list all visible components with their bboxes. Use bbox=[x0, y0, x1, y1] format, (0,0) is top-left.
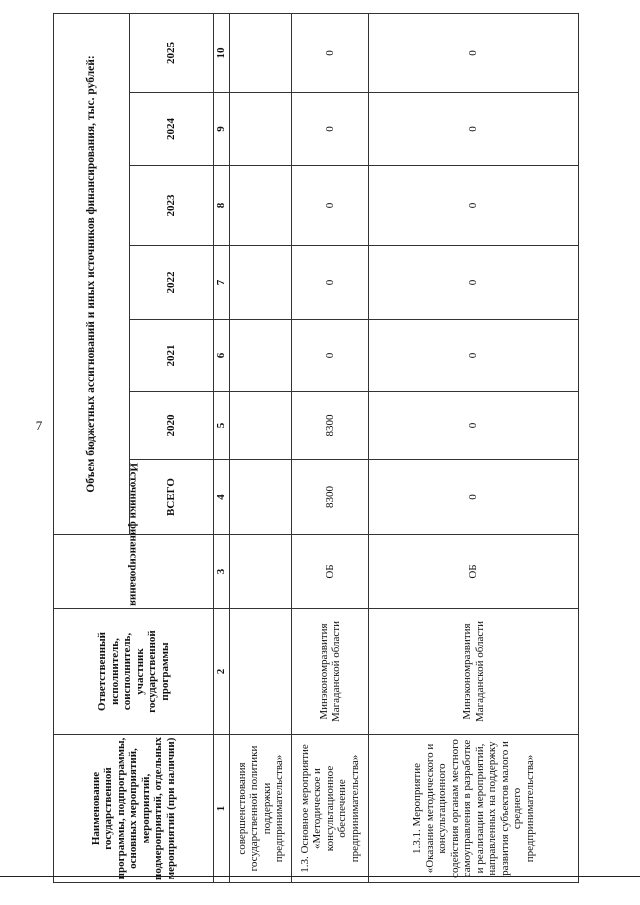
row-1-source: ОБ bbox=[292, 535, 369, 609]
year-2021: 2021 bbox=[130, 320, 214, 392]
table-row bbox=[230, 13, 292, 882]
funding-table-rotated bbox=[53, 14, 578, 883]
row-2-name: 1.3.1. Мероприятие «Оказание методического и консультационного содействия органам местного самоуправления в разработке и реализации мероприятий, направленных на поддержку развития субъектов малого и среднего предпринимательства» bbox=[369, 735, 579, 883]
row-1-total: 8300 bbox=[292, 460, 369, 535]
row-0-2025 bbox=[230, 13, 292, 92]
row-2-2024: 0 bbox=[369, 93, 579, 166]
year-2023: 2023 bbox=[130, 166, 214, 246]
col-num-5: 5 bbox=[214, 392, 230, 460]
row-0-2023 bbox=[230, 166, 292, 246]
row-1-2025: 0 bbox=[292, 13, 369, 92]
col-num-2: 2 bbox=[214, 609, 230, 735]
table-row bbox=[292, 13, 369, 882]
page-number: 7 bbox=[35, 418, 43, 433]
year-2025: 2025 bbox=[130, 13, 214, 92]
row-2-2021: 0 bbox=[369, 320, 579, 392]
col-num-7: 7 bbox=[214, 246, 230, 320]
header-source-text: Источники финансирования bbox=[127, 463, 140, 606]
column-numbers-row bbox=[214, 13, 230, 882]
header-executor: Ответственный исполнитель, соисполнитель, участник государственной программы bbox=[54, 609, 214, 735]
row-0-2020 bbox=[230, 392, 292, 460]
row-0-2022 bbox=[230, 246, 292, 320]
row-2-2023: 0 bbox=[369, 166, 579, 246]
row-0-2024 bbox=[230, 93, 292, 166]
col-num-6: 6 bbox=[214, 320, 230, 392]
row-2-total: 0 bbox=[369, 460, 579, 535]
bottom-rule bbox=[0, 876, 640, 877]
col-num-9: 9 bbox=[214, 93, 230, 166]
row-1-2023: 0 bbox=[292, 166, 369, 246]
year-2024: 2024 bbox=[130, 93, 214, 166]
row-1-2022: 0 bbox=[292, 246, 369, 320]
row-0-executor bbox=[230, 609, 292, 735]
row-2-2025: 0 bbox=[369, 13, 579, 92]
col-num-10: 10 bbox=[214, 13, 230, 92]
row-1-2021: 0 bbox=[292, 320, 369, 392]
year-2020: 2020 bbox=[130, 392, 214, 460]
header-row-1 bbox=[54, 13, 130, 882]
row-2-2020: 0 bbox=[369, 392, 579, 460]
table-row bbox=[369, 13, 579, 882]
row-2-2022: 0 bbox=[369, 246, 579, 320]
row-2-executor: Минэкономразвития Магаданской области bbox=[369, 609, 579, 735]
header-name: Наименование государственной программы, подпрограммы, основных мероприятий, мероприятий, подмероприятий, отдельных мероприятий (при наличии) bbox=[54, 735, 214, 883]
col-num-4: 4 bbox=[214, 460, 230, 535]
row-0-total bbox=[230, 460, 292, 535]
funding-table bbox=[53, 13, 579, 883]
row-1-2024: 0 bbox=[292, 93, 369, 166]
row-1-executor: Минэкономразвития Магаданской области bbox=[292, 609, 369, 735]
year-total: ВСЕГО bbox=[130, 460, 214, 535]
row-0-2021 bbox=[230, 320, 292, 392]
col-num-3: 3 bbox=[214, 535, 230, 609]
header-funding-title: Объем бюджетных ассигнований и иных источников финансирования, тыс. рублей: bbox=[54, 13, 130, 534]
row-0-source bbox=[230, 535, 292, 609]
col-num-1: 1 bbox=[214, 735, 230, 883]
row-2-source: ОБ bbox=[369, 535, 579, 609]
col-num-8: 8 bbox=[214, 166, 230, 246]
year-2022: 2022 bbox=[130, 246, 214, 320]
row-1-2020: 8300 bbox=[292, 392, 369, 460]
row-1-name: 1.3. Основное мероприятие «Методическое и консультационное обеспечение предпринимательства» bbox=[292, 735, 369, 883]
row-0-name: совершенствования государственной политики поддержки предпринимательства» bbox=[230, 735, 292, 883]
